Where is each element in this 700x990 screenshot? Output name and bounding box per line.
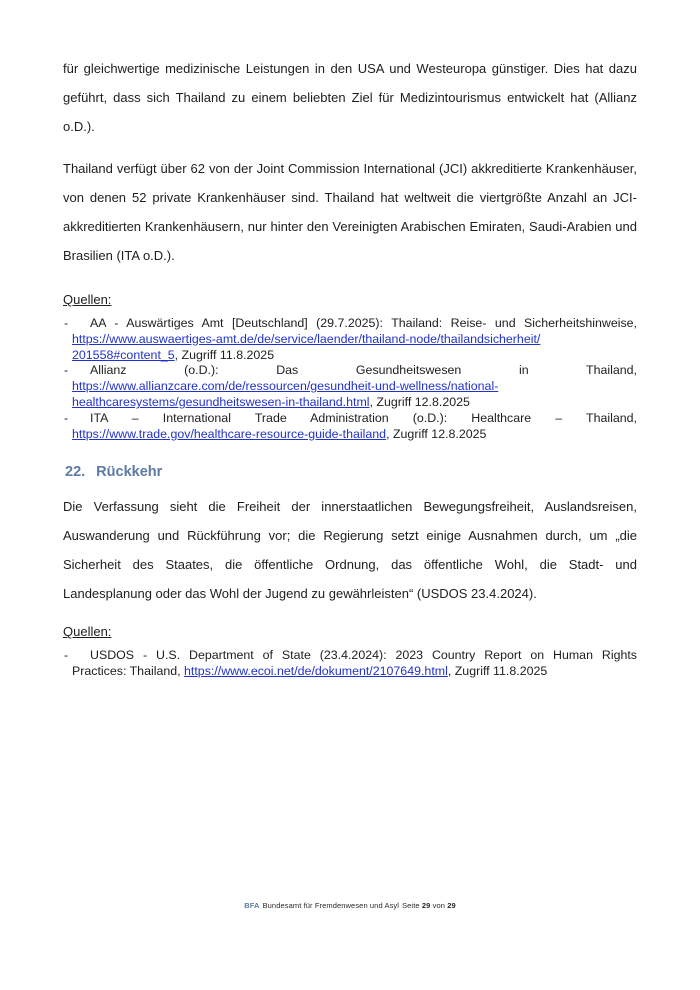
footer-agency: Bundesamt für Fremdenwesen und Asyl (262, 901, 400, 910)
source-text: Allianz (o.D.): Das Gesundheitswesen in Thailand, (90, 363, 637, 378)
source-link-line (72, 379, 637, 395)
footer-page-number: 29 (421, 901, 431, 910)
source-link-continuation (72, 395, 637, 411)
source-access-date: , Zugriff 11.8.2025 (174, 347, 275, 362)
source-link[interactable]: https://www.auswaertiges-amt.de/de/service/laender/thailand-node/thailandsicherheit/ (72, 331, 541, 346)
footer-seite-label: Seite (402, 901, 420, 910)
source-list-2 (63, 648, 637, 680)
sources-label-1: Quellen: (63, 292, 112, 307)
source-item-allianz (63, 363, 637, 410)
source-link[interactable]: https://www.trade.gov/healthcare-resource-guide-thailand (72, 426, 387, 441)
source-item-usdos (63, 648, 637, 680)
paragraph-jci-hospitals: Thailand verfügt über 62 von der Joint Commission International (JCI) akkreditierte Krankenhäuser, von denen 52 private Krankenhäuser sind. Thailand hat weltweit die viertgrößte Anzahl an JCI-akkreditierten Krankenhäusern, nur hinter den Vereinigten Arabischen Emiraten, Saudi-Arabien und Brasilien (ITA o.D.). (63, 161, 637, 263)
footer-page-total: 29 (447, 901, 456, 910)
paragraph-rueckkehr: Die Verfassung sieht die Freiheit der innerstaatlichen Bewegungsfreiheit, Auslandsreisen, Auswanderung und Rückführung vor; die Regierung setzt einige Ausnahmen durch, um „die Sicherheit des Staates, die öffentliche Ordnung, das öffentliche Wohl, die Stadt- und Landesplanung oder das Wohl der Jugend zu gewährleisten“ (USDOS 23.4.2024). (63, 499, 637, 602)
source-access-date: , Zugriff 12.8.2025 (369, 394, 470, 409)
bullet-dash: - (64, 363, 69, 378)
source-link-line (72, 332, 637, 348)
source-item-ita (63, 411, 637, 443)
source-link-line (72, 427, 637, 443)
source-link-line (72, 664, 637, 680)
source-link[interactable]: https://www.allianzcare.com/de/ressourcen/gesundheit-und-wellness/national- (72, 379, 499, 394)
section-heading-rueckkehr (65, 464, 637, 480)
source-item-aa (63, 316, 637, 363)
sources-label-2: Quellen: (63, 624, 112, 640)
source-text: USDOS - U.S. Department of State (23.4.2024): 2023 Country Report on Human Rights (90, 648, 637, 663)
source-text: AA - Auswärtiges Amt [Deutschland] (29.7.2025): Thailand: Reise- und Sicherheitshinweise, (90, 316, 637, 330)
source-access-date: , Zugriff 11.8.2025 (447, 664, 548, 679)
footer-von-label: von (432, 901, 445, 910)
source-text: ITA – International Trade Administration (o.D.): Healthcare – Thailand, (90, 410, 637, 425)
page-footer (0, 901, 700, 910)
section-number: 22. (65, 464, 86, 481)
source-text: Practices: Thailand, (72, 664, 185, 679)
source-access-date: , Zugriff 12.8.2025 (386, 426, 487, 441)
source-link-continuation (72, 348, 637, 364)
bfa-logo: BFA (244, 901, 260, 910)
source-link[interactable]: healthcaresystems/gesundheitswesen-in-thailand.html (72, 394, 370, 409)
bullet-dash: - (64, 648, 69, 663)
section-title: Rückkehr (96, 464, 163, 481)
bullet-dash: - (64, 316, 69, 330)
source-list-1 (63, 316, 637, 442)
paragraph-medical-tourism: für gleichwertige medizinische Leistungen in den USA und Westeuropa günstiger. Dies hat dazu geführt, dass sich Thailand zu einem beliebten Ziel für Medizintourismus entwickelt hat (Allianz o.D.). (63, 61, 637, 134)
source-link[interactable]: https://www.ecoi.net/de/dokument/2107649.html (184, 664, 448, 679)
bullet-dash: - (64, 410, 69, 425)
source-link[interactable]: 201558#content_5 (72, 347, 175, 362)
